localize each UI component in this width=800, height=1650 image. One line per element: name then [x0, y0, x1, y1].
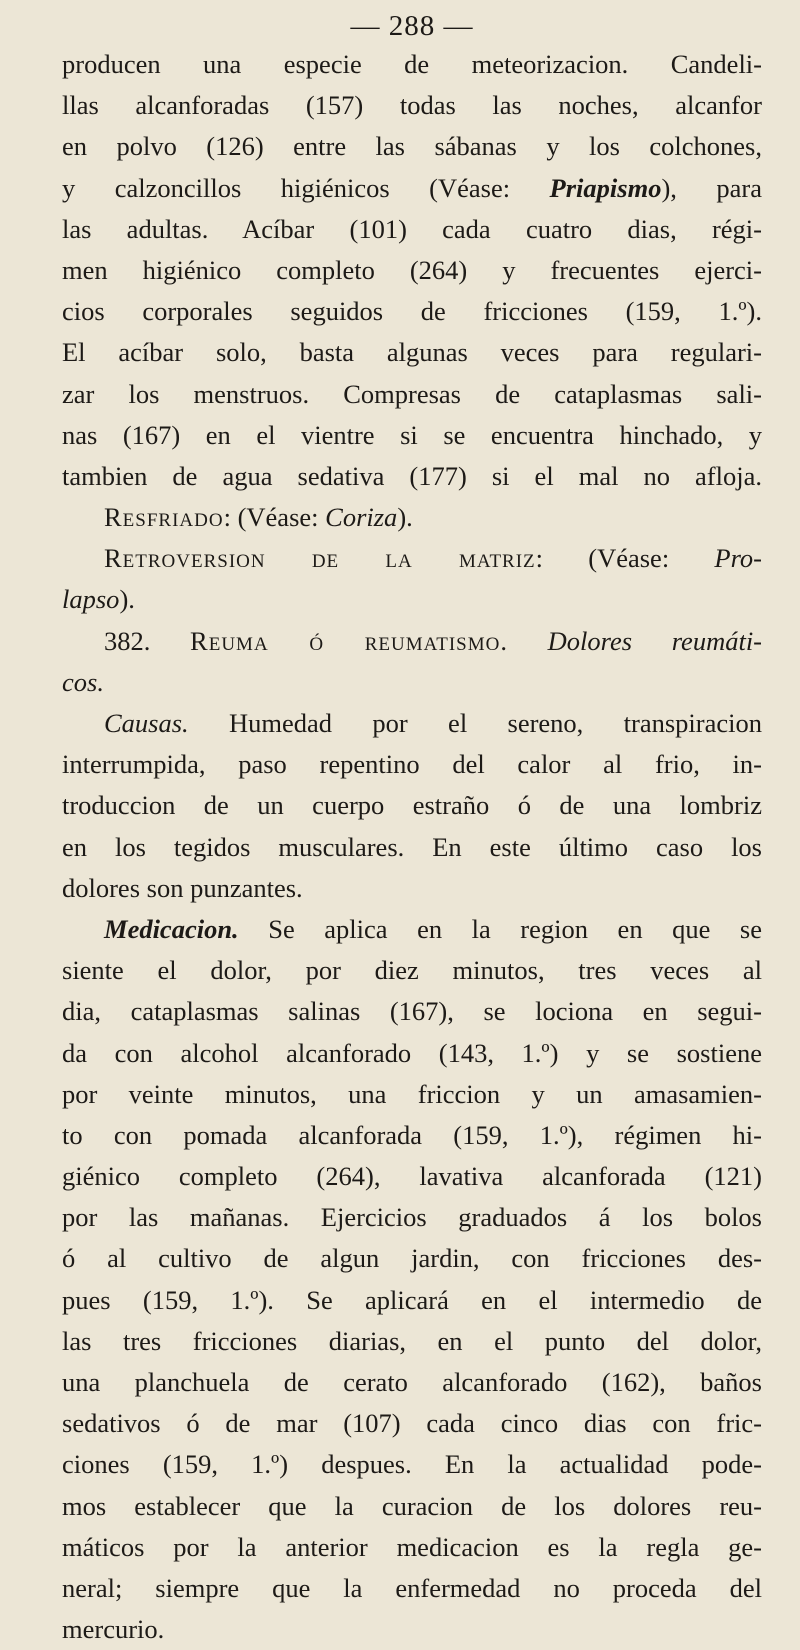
page-text — [62, 44, 762, 1650]
text-line: por veinte minutos, una friccion y un amasamien- — [62, 1078, 762, 1109]
text-line: to con pomada alcanforada (159, 1.º), régimen hi- — [62, 1119, 762, 1150]
medicacion-line: Medicacion. Se aplica en la region en que se — [104, 913, 762, 944]
text-line: pues (159, 1.º). Se aplicará en el intermedio de — [62, 1284, 762, 1315]
text-line: lapso). — [62, 584, 135, 615]
text-line: da con alcohol alcanforado (143, 1.º) y se sostiene — [62, 1037, 762, 1068]
section-label-medicacion: Medicacion. — [104, 913, 239, 944]
text-line: en los tegidos musculares. En este último caso los — [62, 831, 762, 862]
text-line: mercurio. — [62, 1614, 165, 1645]
text-line: tambien de agua sedativa (177) si el mal no afloja. — [62, 460, 762, 491]
text-line: en polvo (126) entre las sábanas y los colchones, — [62, 131, 762, 162]
causas-line: Causas. Humedad por el sereno, transpiracion — [104, 708, 762, 738]
text-line: troduccion de un cuerpo estraño ó de una lombriz — [62, 790, 762, 821]
text-line: ó al cultivo de algun jardin, con fricciones des- — [62, 1243, 762, 1274]
text-line: giénico completo (264), lavativa alcanforada (121) — [62, 1161, 762, 1192]
text-line: por las mañanas. Ejercicios graduados á los bolos — [62, 1202, 762, 1233]
text-line: las tres fricciones diarias, en el punto del dolor, — [62, 1325, 762, 1356]
text-line: sedativos ó de mar (107) cada cinco dias con fric- — [62, 1408, 762, 1439]
entry-retroversion: Retroversion de la matriz: (Véase: Pro- — [104, 543, 762, 574]
text-line: nas (167) en el vientre si se encuentra hinchado, y — [62, 419, 762, 450]
text-line: dolores son punzantes. — [62, 872, 303, 903]
cross-reference: Priapismo — [549, 172, 662, 203]
entry-heading: Resfriado — [104, 502, 224, 533]
section-label-causas: Causas. — [104, 708, 189, 738]
text-line: llas alcanforadas (157) todas las noches, alcanfor — [62, 90, 762, 121]
text-line: mos establecer que la curacion de los dolores reu- — [62, 1490, 762, 1521]
entry-heading: Reuma ó reumatismo. — [190, 625, 508, 656]
entry-resfriado: Resfriado: (Véase: Coriza). — [104, 502, 413, 533]
text-line: neral; siempre que la enfermedad no proceda del — [62, 1572, 762, 1603]
cross-reference: Pro- — [714, 543, 762, 574]
text-line: producen una especie de meteorizacion. Candeli- — [62, 49, 762, 79]
text-line: las adultas. Acíbar (101) cada cuatro dias, régi- — [62, 213, 762, 244]
text-line: dia, cataplasmas salinas (167), se lociona en segui- — [62, 996, 762, 1027]
text-line: interrumpida, paso repentino del calor al frio, in- — [62, 749, 762, 780]
cross-reference: Dolores reumáti- — [547, 625, 763, 656]
entry-reuma — [62, 621, 762, 662]
page-number: — 288 — — [350, 10, 474, 42]
text-line: ciones (159, 1.º) despues. En la actualidad pode- — [62, 1449, 762, 1480]
text-line: men higiénico completo (264) y frecuentes ejerci- — [62, 254, 762, 285]
entry-heading: Retroversion de la matriz — [104, 543, 536, 574]
text-line: una planchuela de cerato alcanforado (162), baños — [62, 1367, 762, 1397]
text-line: máticos por la anterior medicacion es la regla ge- — [62, 1531, 762, 1562]
text-line: siente el dolor, por diez minutos, tres veces al — [62, 955, 762, 986]
text-line: El acíbar solo, basta algunas veces para regulari- — [62, 337, 762, 368]
text-line: zar los menstruos. Compresas de cataplasmas sali- — [62, 378, 762, 409]
cross-reference: Coriza — [325, 502, 398, 533]
book-page — [62, 0, 763, 1645]
text-line: cos. — [62, 666, 104, 697]
text-line: cios corporales seguidos de fricciones (159, 1.º). — [62, 296, 762, 327]
text-line: y calzoncillos higiénicos (Véase: Priapismo), para — [62, 172, 762, 203]
entry-number: 382. — [104, 625, 151, 656]
